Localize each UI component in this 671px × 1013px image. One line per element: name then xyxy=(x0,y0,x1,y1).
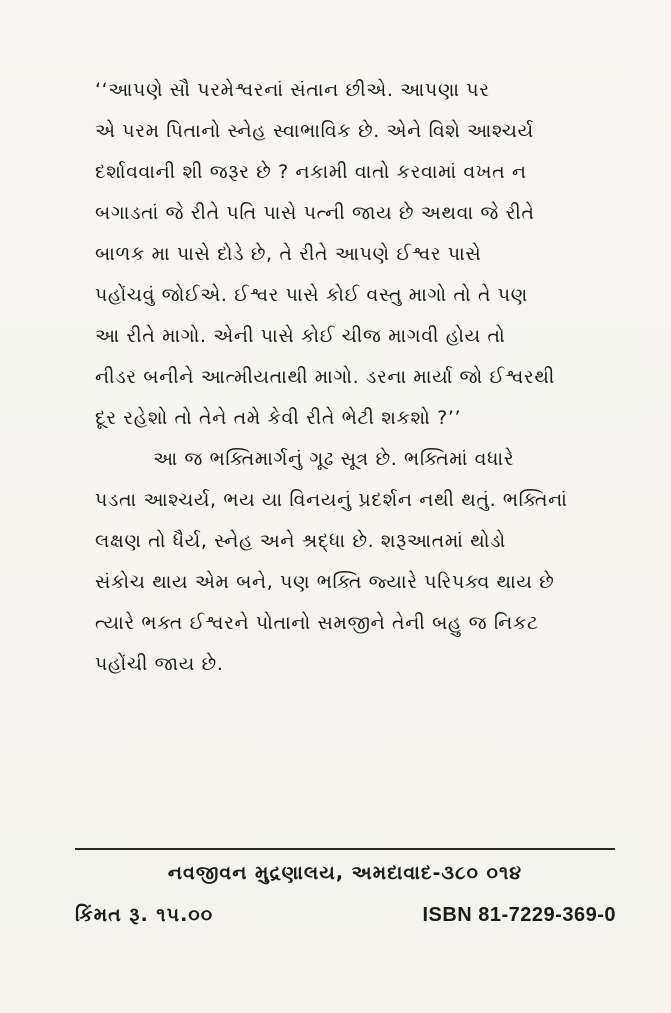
publisher-line: નવજીવન મુદ્રણાલય, અમદાવાદ-૩૮૦ ૦૧૪ xyxy=(167,862,523,884)
text-line: દર્શાવવાની શી જરૂર છે ? નકામી વાતો કરવામાં વખત ન xyxy=(95,161,527,183)
text-line: ત્યારે ભક્ત ઈશ્વરને પોતાનો સમજીને તેની બહુ જ નિકટ xyxy=(95,612,539,634)
text-line: બાળક મા પાસે દોડે છે, તે રીતે આપણે ઈશ્વર પાસે xyxy=(95,243,482,265)
text-line: બગાડતાં જે રીતે પતિ પાસે પત્ની જાય છે અથવા જે રીતે xyxy=(95,202,535,224)
text-line: પહોંચી જાય છે. xyxy=(95,653,224,675)
body-text xyxy=(95,70,637,685)
text-line: ‘‘આપણે સૌ પરમેશ્વરનાં સંતાન છીએ. આપણા પર xyxy=(95,79,490,101)
text-line: સંકોચ થાય એમ બને, પણ ભક્તિ જ્યારે પરિપક્વ થાય છે xyxy=(95,571,555,593)
text-line: લક્ષણ તો ધૈર્ય, સ્નેહ અને શ્રદ્ધા છે. શરૂઆતમાં થોડો xyxy=(95,530,506,552)
text-line: એ પરમ પિતાનો સ્નેહ સ્વાભાવિક છે. એને વિશે આશ્ચર્ય xyxy=(95,120,534,142)
isbn-label: ISBN 81-7229-369-0 xyxy=(422,904,616,926)
text-line: દૂર રહેશો તો તેને તમે કેવી રીતે ભેટી શકશો ?’’ xyxy=(95,407,462,429)
text-line: નીડર બનીને આત્મીયતાથી માગો. ડરના માર્યા જો ઈશ્વરથી xyxy=(95,366,555,388)
paragraph-quote xyxy=(95,70,637,439)
text-line: પહોંચવું જોઈએ. ઈશ્વર પાસે કોઈ વસ્તુ માગો તો તે પણ xyxy=(95,284,528,306)
text-line: આ રીતે માગો. એની પાસે કોઈ ચીજ માગવી હોય તો xyxy=(95,325,506,347)
text-line: આ જ ભક્તિમાર્ગનું ગૂઢ સૂત્ર છે. ભક્તિમાં વધારે xyxy=(153,448,515,470)
footer-divider xyxy=(75,848,615,850)
text-line: પડતા આશ્ચર્ય, ભય યા વિનયનું પ્રદર્શન નથી થતું. ભક્તિનાં xyxy=(95,489,568,511)
price-label: કિંમત રૂ. ૧૫.૦૦ xyxy=(75,904,214,926)
paragraph-commentary xyxy=(95,439,637,685)
